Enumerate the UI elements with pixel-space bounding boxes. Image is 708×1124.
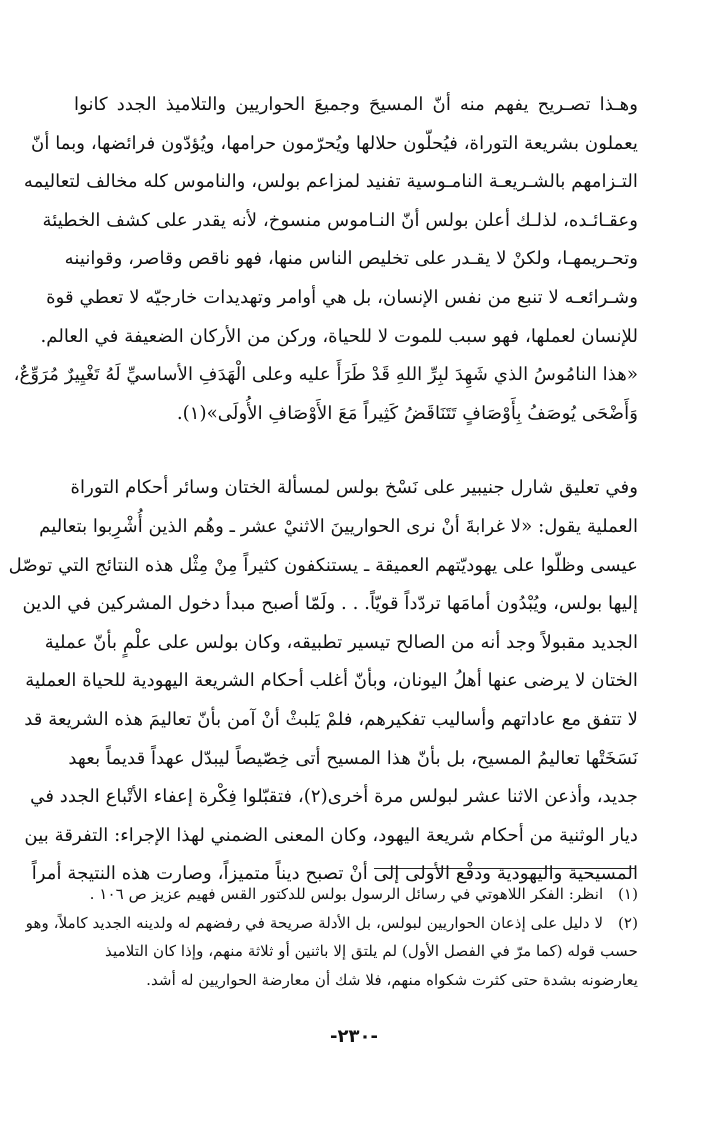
footnote-2-continuation: يعارضونه بشدة حتى كثرت شكواه منهم، فلا شك أن معارضة الحواريين له أشد. <box>146 970 638 989</box>
text-line: عيسى وظلّوا على يهوديّتهم العميقة ـ يستنكفون كثيراً مِنْ مِثْل هذه النتائج التي توصّل <box>8 554 638 576</box>
text-line: العملية يقول: «لا غرابةَ أنْ نرى الحواريينَ الاثنيْ عشر ـ وهُم الذين أُشْرِبوا بتعاليم <box>39 515 638 537</box>
text-line: الختان لا يرضى عنها أهلُ اليونان، وبأنّ أغلب أحكام الشريعة اليهودية للحياة العملية <box>25 670 638 692</box>
quote-line: وَأَضْحَى يُوصَفُ بِأَوْصَافٍ تَتَنَاقَضُ كَثِيراً مَعَ الأَوْصَافِ الأُولَى»(١). <box>176 402 638 424</box>
text-line: للإنسان لعملها، فهو سبب للموت لا للحياة، وركن من الأركان الضعيفة في العالم. <box>40 325 638 347</box>
text-line: الجديد مقبولاً وجد أنه من الصالح تيسير تطبيقه، وكان بولس على علْمٍ بأنّ عملية <box>44 631 638 653</box>
footnote-1 <box>89 880 638 909</box>
text-line: ديار الوثنية من أحكام شريعة اليهود، وكان المعنى الضمني لهذا الإجراء: التفرقة بين <box>24 824 638 846</box>
main-text <box>8 86 638 894</box>
text-line: إليها بولس، ويُبْدُون أمامَها تردّداً قويّاً. . . ولَمّا أصبح مبدأ دخول المشركين في الدين <box>22 593 638 615</box>
paragraph-1 <box>13 86 638 433</box>
text-line: المسيحية واليهودية ودفْع الأولى إلى أنْ تصبح ديناً متميزاً، وصارت هذه النتيجة أمراً <box>31 863 638 885</box>
footnotes <box>25 880 638 994</box>
footnote-number: (١) <box>617 885 638 903</box>
footnote-divider <box>374 868 636 869</box>
footnote-text: لا دليل على إذعان الحواريين لبولس، بل الأدلة صريحة في رفضهم له ولدينه الجديد كاملاً، وهو <box>25 913 604 932</box>
footnote-2 <box>25 909 638 938</box>
text-line: وشـرائعـه لا تنبع من نفس الإنسان، بل هي أوامر وتهديدات خارجيّه لا تعطي قوة <box>46 286 638 308</box>
page-number: -٢٣٠- <box>330 1026 378 1047</box>
paragraph-2 <box>8 469 638 894</box>
footnote-2-continuation: حسب قوله (كما مرّ في الفصل الأول) لم يلتق إلا باثنين أو ثلاثة منهم، وإذا كان التلاميذ <box>105 942 638 960</box>
footnote-text: انظر: الفكر اللاهوتي في رسائل الرسول بولس للدكتور القس فهيم عزيز ص ١٠٦ . <box>89 885 604 903</box>
text-line: وتحـريمهـا، ولكنْ لا يقـدر على تخليص الناس منها، فهو ناقص وقاصر، وقوانينه <box>64 248 638 270</box>
text-line: وفي تعليق شارل جنيبير على نَسْخ بولس لمسألة الختان وسائر أحكام التوراة <box>70 477 638 499</box>
text-line: نَسَخَتْها تعاليمُ المسيح، بل بأنّ هذا المسيح أتى خِصّيصاً ليبدّل عهداً قديماً بعهد <box>68 747 638 769</box>
paragraph-spacer <box>74 433 638 469</box>
text-line: يعملون بشريعة التوراة، فيُحلّون حلالها ويُحرّمون حرامها، ويُؤدّون فرائضها، وبما أنّ <box>31 132 638 154</box>
text-line: لا تتفق مع عاداتهم وأساليب تفكيرهم، فلمْ يَلبثْ أنْ آمن بأنّ تعاليمَ هذه الشريعة قد <box>24 708 638 730</box>
quote-line: «هذا النامُوسُ الذي شَهِدَ لبِرِّ اللهِ قَدْ طَرَأَ عليه وعلى الْهَدَفِ الأساسيِّ لَهُ تَغْيِيرٌ مُرَوِّعٌ، <box>13 364 638 386</box>
text-line: التـزامهم بالشـريعـة النامـوسية تفنيد لمزاعم بولس، والناموس كله مخالف لتعاليمه <box>23 171 638 193</box>
text-line: وهـذا تصـريح يفهم منه أنّ المسيحَ وجميعَ الحواريين والتلاميذ الجدد كانوا <box>74 94 638 115</box>
text-line: جديد، وأذعن الاثنا عشر لبولس مرة أخرى(٢)، فتقبّلوا فِكْرة إعفاء الأتْباع الجدد في <box>30 786 638 808</box>
footnote-number: (٢) <box>617 913 638 932</box>
text-line: وعقـائـده، لذلـك أعلن بولس أنّ النـاموس منسوخ، لأنه يقدر على كشف الخطيئة <box>42 209 638 231</box>
